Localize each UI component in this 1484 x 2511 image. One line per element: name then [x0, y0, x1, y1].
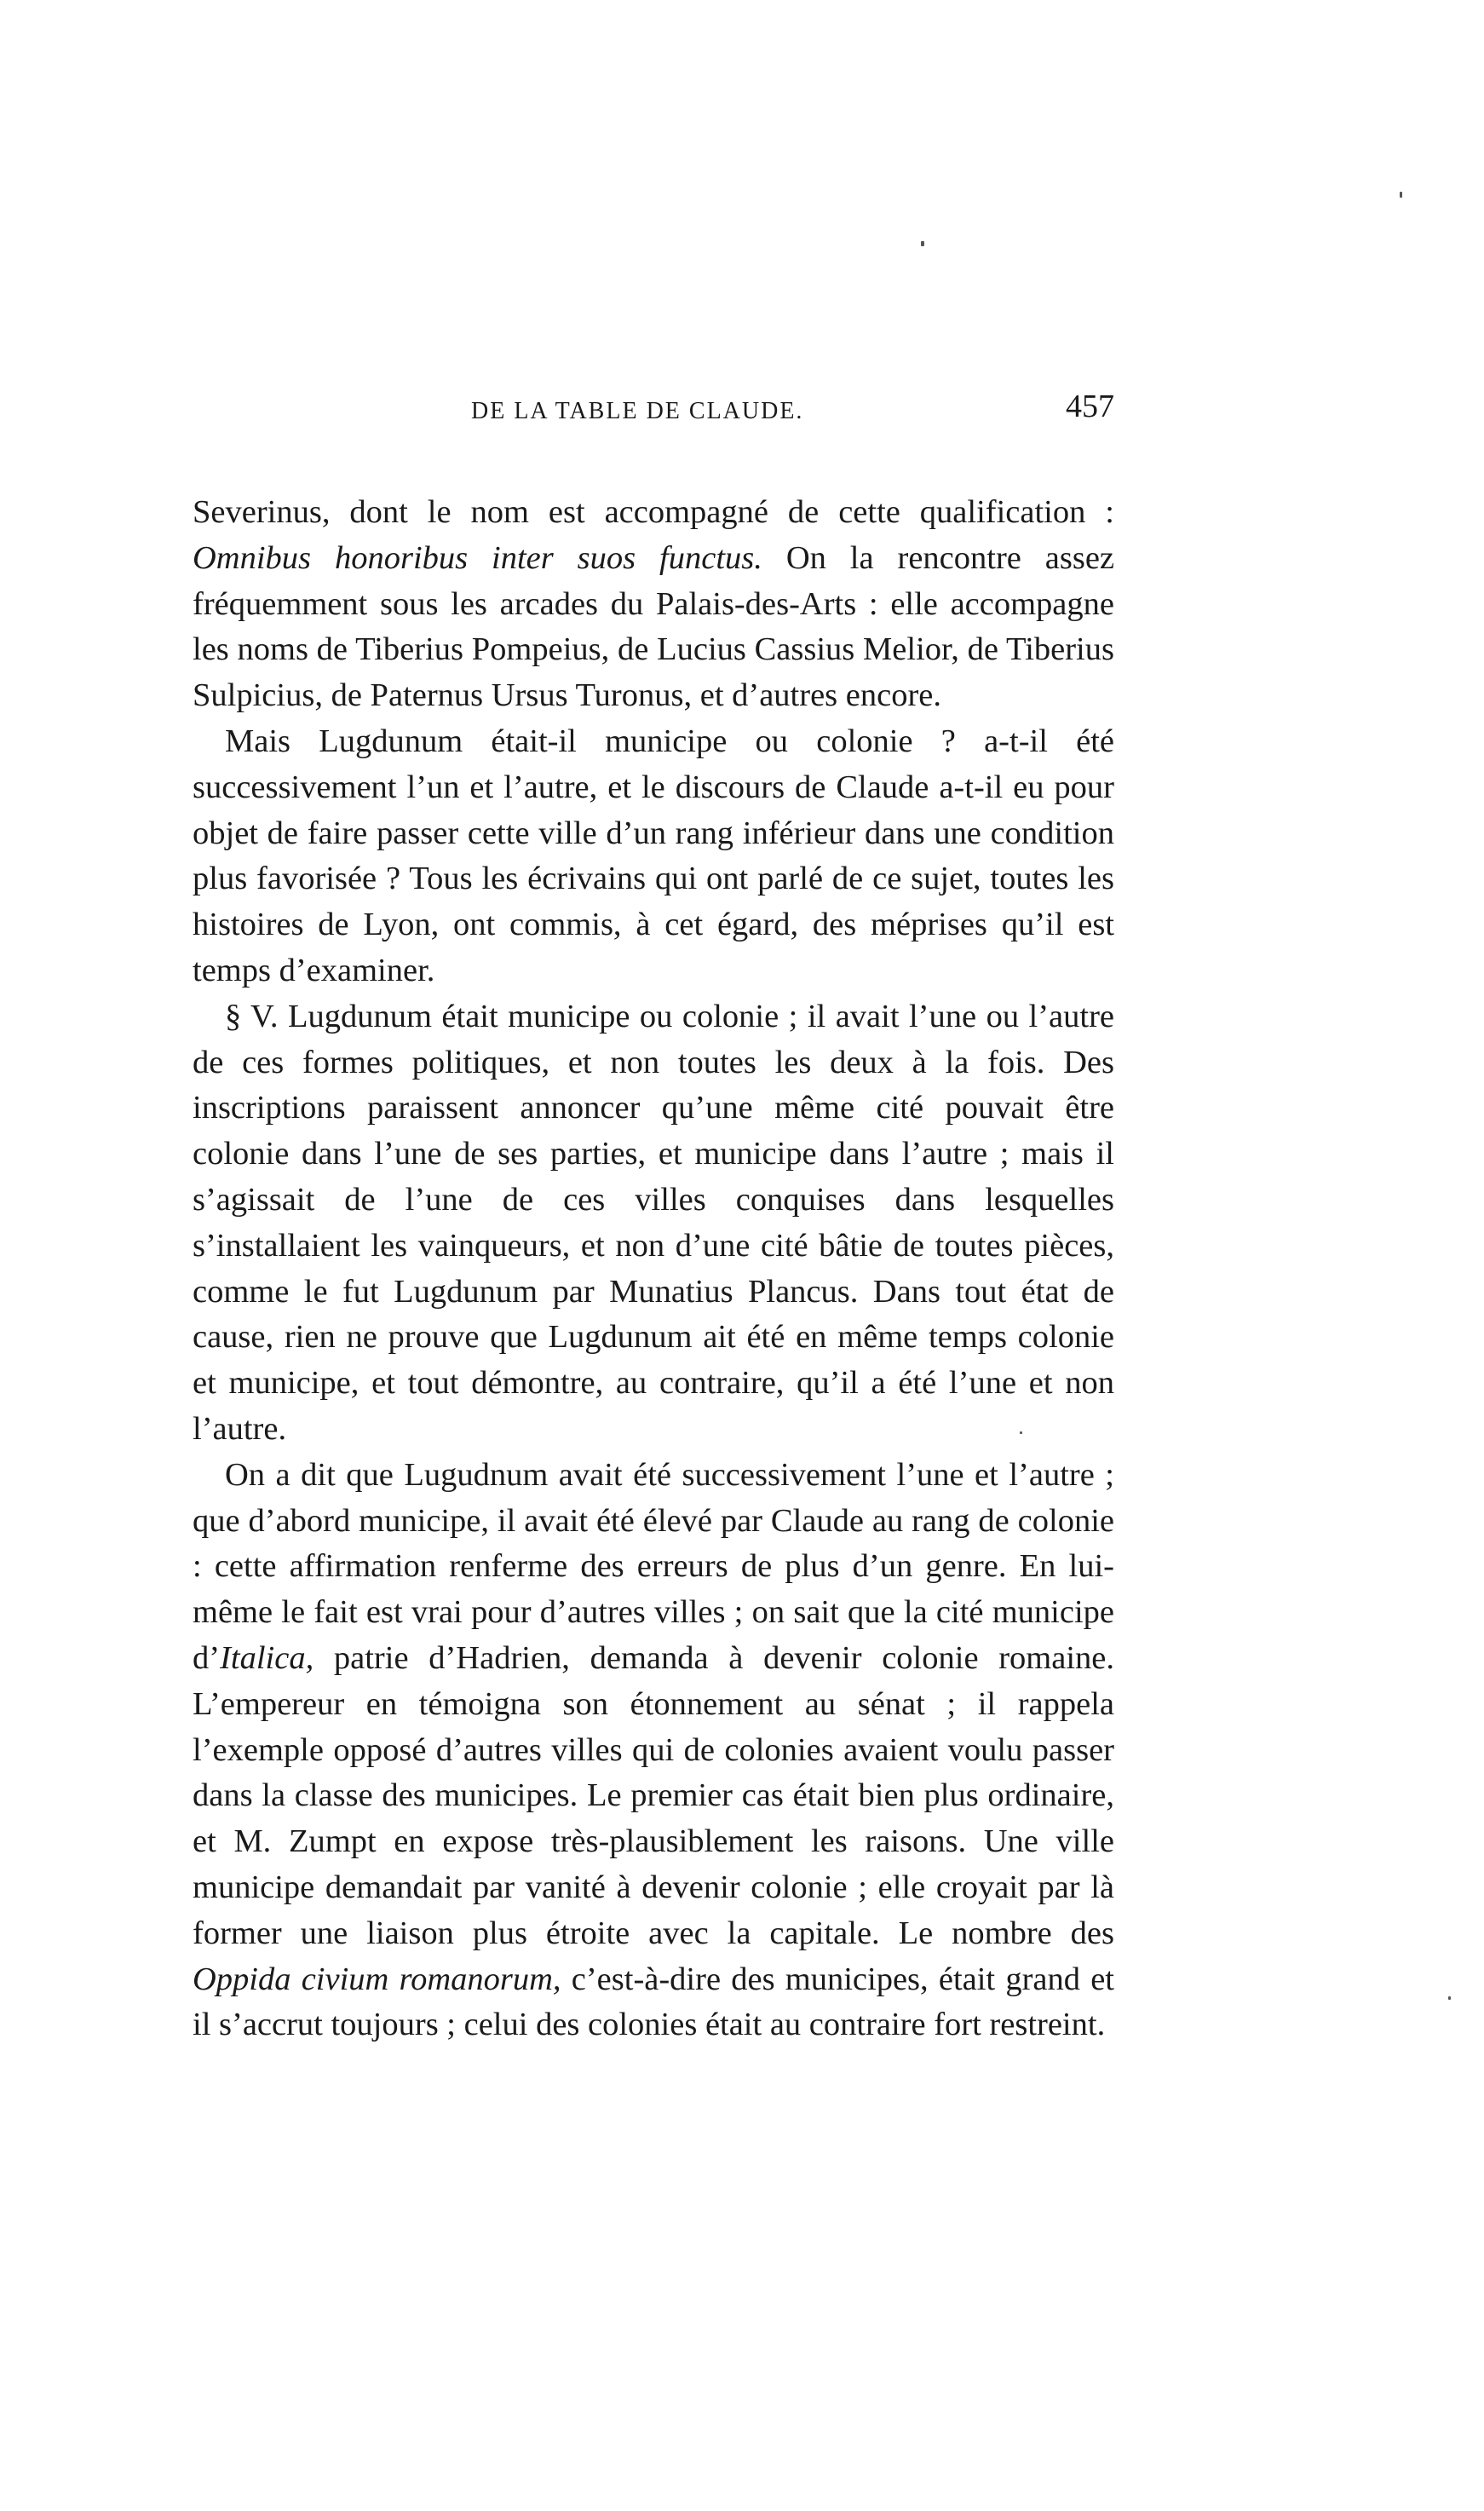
paragraph-4 — [193, 1453, 1114, 2048]
scan-speck — [1448, 1996, 1451, 2000]
paragraph-1-text-c: On la rencontre assez fréquemment sous les arcades du Palais-des-Arts : elle accompagne les noms de Tiberius Pompeius, de Lucius Cassius Melior, de Tiberius Sulpicius, de Paternus Ursus Turonus, et d’autres encore. — [193, 539, 1115, 714]
running-head — [193, 388, 1114, 439]
paragraph-1 — [193, 490, 1114, 719]
paragraph-1-text-a: Severinus, dont le nom est accompagné de cette qualification : — [193, 494, 1114, 530]
paragraph-4-italica: Italica, — [220, 1639, 314, 1676]
paragraph-4-text-c: patrie d’Hadrien, demanda à devenir colonie romaine. L’empereur en témoigna son étonnement au sénat ; il rappela l’exemple opposé d’autres villes qui de colonies avaient voulu passer dans la classe des municipes. Le premier cas était bien plus ordinaire, et M. Zumpt en expose très-plausiblement les raisons. Une ville municipe demandait par vanité à devenir colonie ; elle croyait par là former une liaison plus étroite avec la capitale. Le nombre des — [193, 1639, 1114, 1951]
scan-speck — [1400, 192, 1402, 198]
running-title: DE LA TABLE DE CLAUDE. — [471, 398, 804, 424]
paragraph-4-text-e: c’est-à-dire des municipes, était grand et il s’accrut toujours ; celui des colonies était au contraire fort restreint. — [193, 1961, 1114, 2043]
paragraph-4-oppida: Oppida civium romanorum, — [193, 1961, 561, 1997]
paragraph-4-text-a: On a dit que Lugudnum avait été successivement l’une et l’autre ; que d’abord municipe, il avait été élevé par Claude au rang de colonie : cette affirmation renferme des erreurs de plus d’un genre. En lui-même le fait est vrai pour d’autres villes ; on sait que la cité municipe d’ — [193, 1456, 1114, 1676]
text-block — [193, 388, 1114, 2048]
paragraph-1-latin-phrase: Omnibus honoribus inter suos functus. — [193, 539, 762, 576]
paragraph-2: Mais Lugdunum était-il municipe ou colonie ? a-t-il été successivement l’un et l’autre, et le discours de Claude a-t-il eu pour objet de faire passer cette ville d’un rang inférieur dans une condition plus favorisée ? Tous les écrivains qui ont parlé de ce sujet, toutes les histoires de Lyon, ont commis, à cet égard, des méprises qu’il est temps d’examiner. — [193, 723, 1114, 988]
scan-speck — [921, 241, 924, 246]
paragraph-3: § V. Lugdunum était municipe ou colonie ; il avait l’une ou l’autre de ces formes politiques, et non toutes les deux à la fois. Des inscriptions paraissent annoncer qu’une même cité pouvait être colonie dans l’une de ses parties, et municipe dans l’autre ; mais il s’agissait de l’une de ces villes conquises dans lesquelles s’installaient les vainqueurs, et non d’une cité bâtie de toutes pièces, comme le fut Lugdunum par Munatius Plancus. Dans tout état de cause, rien ne prouve que Lugdunum ait été en même temps colonie et municipe, et tout démontre, au contraire, qu’il a été l’une et non l’autre. — [193, 998, 1114, 1447]
page-number: 457 — [1066, 389, 1114, 424]
